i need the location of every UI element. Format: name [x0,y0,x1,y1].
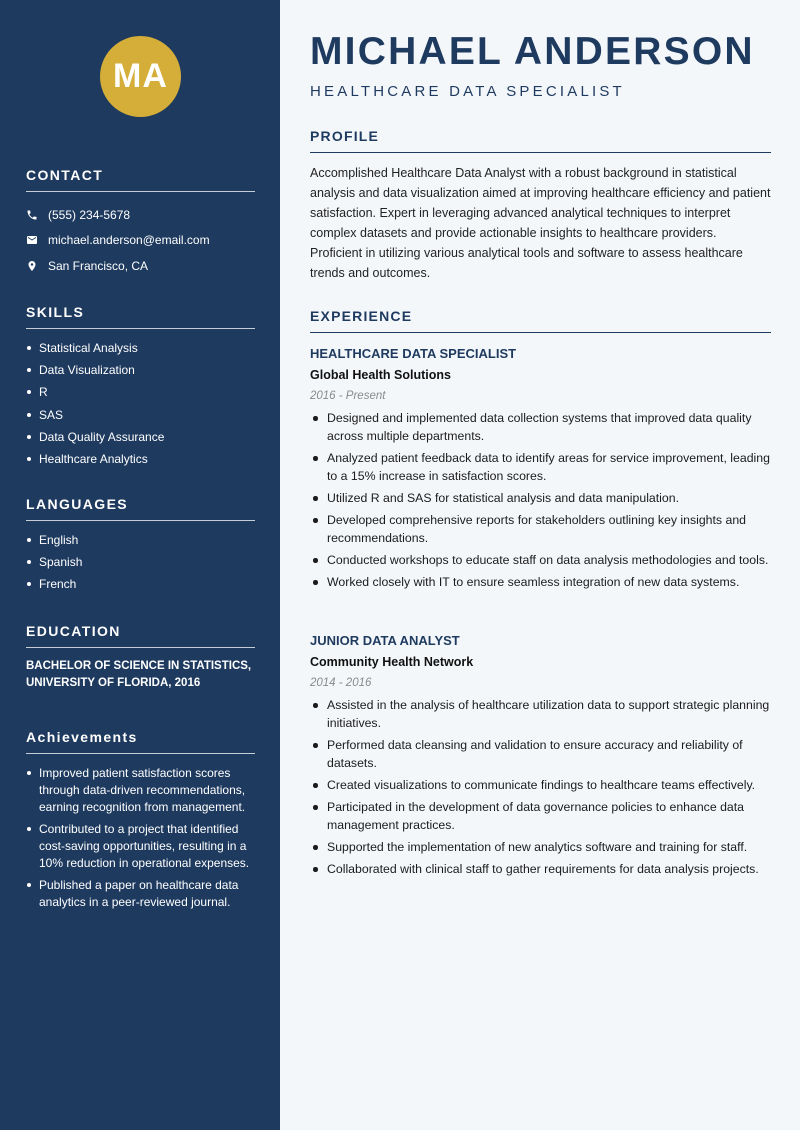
education-heading: EDUCATION [26,623,255,648]
languages-heading: LANGUAGES [26,496,255,521]
job-bullet: Utilized R and SAS for statistical analysis and data manipulation. [310,489,771,507]
job-bullet: Performed data cleansing and validation to ensure accuracy and reliability of datasets. [310,736,771,772]
job-bullet: Participated in the development of data governance policies to enhance data management practices. [310,798,771,834]
language-item: English [26,532,255,548]
job-bullet: Supported the implementation of new analytics software and training for staff. [310,838,771,856]
skill-item: SAS [26,407,255,423]
achievements-heading: Achievements [26,729,255,754]
candidate-name: MICHAEL ANDERSON [310,30,755,73]
job-bullet: Created visualizations to communicate findings to healthcare teams effectively. [310,776,771,794]
job-company: Global Health Solutions [310,368,451,382]
contact-phone [26,202,255,228]
contact-location-text: San Francisco, CA [48,258,149,273]
languages-list [26,532,255,592]
profile-heading: PROFILE [310,128,771,153]
contact-email [26,228,255,254]
job-bullet: Worked closely with IT to ensure seamless integration of new data systems. [310,573,771,591]
achievement-item: Published a paper on healthcare data analytics in a peer-reviewed journal. [26,877,255,911]
skill-item: Data Quality Assurance [26,429,255,445]
skills-list [26,340,255,467]
education-entry: BACHELOR OF SCIENCE IN STATISTICS, UNIVERSITY OF FLORIDA, 2016 [26,660,252,689]
job-bullet: Developed comprehensive reports for stakeholders outlining key insights and recommendations. [310,511,771,547]
job-bullets [310,696,771,878]
language-item: Spanish [26,554,255,570]
job-bullet: Assisted in the analysis of healthcare utilization data to support strategic planning initiatives. [310,696,771,732]
phone-icon [26,209,38,221]
location-pin-icon [26,260,38,272]
job-entry [310,633,771,882]
skills-section [26,304,255,473]
job-dates: 2016 - Present [310,390,386,402]
job-bullet: Conducted workshops to educate staff on data analysis methodologies and tools. [310,551,771,569]
contact-phone-text: (555) 234-5678 [48,207,131,222]
achievement-item: Contributed to a project that identified cost-saving opportunities, resulting in a 10% reduction in operational expenses. [26,821,255,872]
skill-item: Healthcare Analytics [26,451,255,467]
job-bullet: Analyzed patient feedback data to identify areas for service improvement, leading to a 15% increase in satisfaction scores. [310,449,771,485]
contact-email-text: michael.anderson@email.com [48,233,210,248]
experience-section [310,308,771,333]
job-company: Community Health Network [310,655,474,669]
contact-list [26,202,255,279]
education-section [26,623,255,692]
languages-section [26,496,255,599]
profile-section [310,128,771,283]
job-dates: 2014 - 2016 [310,677,372,689]
skills-heading: SKILLS [26,304,255,329]
skill-item: Data Visualization [26,362,255,378]
language-item: French [26,576,255,592]
contact-location [26,253,255,279]
job-entry [310,346,771,595]
job-bullet: Collaborated with clinical staff to gather requirements for data analysis projects. [310,860,771,878]
job-bullet: Designed and implemented data collection systems that improved data quality across multiple departments. [310,409,771,445]
skill-item: Statistical Analysis [26,340,255,356]
job-title: JUNIOR DATA ANALYST [310,633,460,648]
sidebar [0,0,280,1130]
job-title: HEALTHCARE DATA SPECIALIST [310,346,517,361]
experience-heading: EXPERIENCE [310,308,771,333]
email-icon [26,234,38,246]
contact-section [26,167,255,279]
achievements-section [26,729,255,916]
job-bullets [310,409,771,591]
profile-text: Accomplished Healthcare Data Analyst with a robust background in statistical analysis and data visualization aimed at improving healthcare efficiency and patient satisfaction. Expert in leveraging advanced analytical techniques to interpret complex datasets and provide actionable insights to healthcare providers. Proficient in utilizing various analytical tools and software to assess healthcare trends and outcomes. [310,166,771,280]
achievements-list [26,765,255,911]
candidate-title: HEALTHCARE DATA SPECIALIST [310,83,625,100]
contact-heading: CONTACT [26,167,255,192]
achievement-item: Improved patient satisfaction scores through data-driven recommendations, earning recognition from management. [26,765,255,816]
avatar: MA [100,36,181,117]
skill-item: R [26,384,255,400]
